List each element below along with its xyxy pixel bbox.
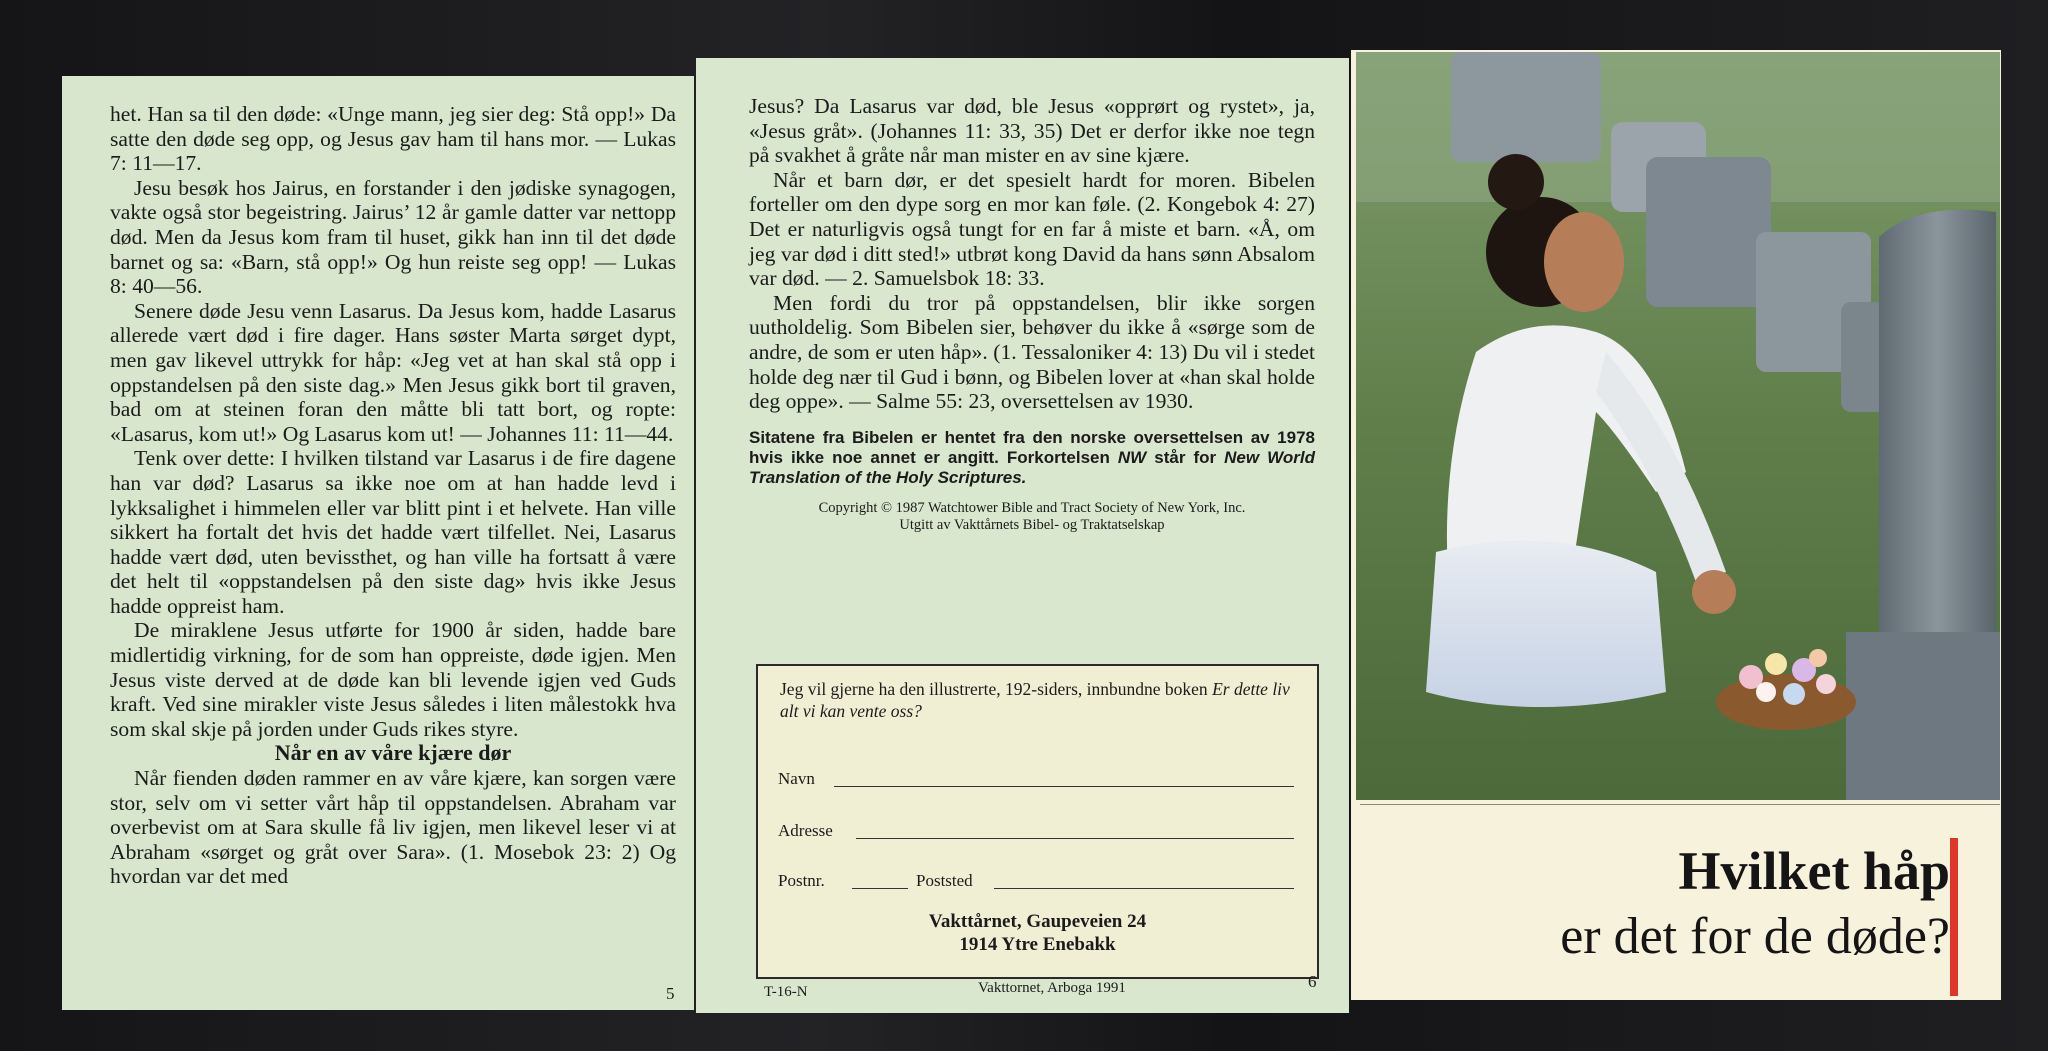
- paragraph: Når fienden døden rammer en av våre kjære, kan sorgen være stor, selv om vi setter vårt håp til oppstandelsen. Abraham var overbevist om at Sara skulle få liv igjen, men likevel leser vi at Abraham «sørget og gråt over Sara». (1. Mosebok 23: 2) Og hvordan var det med: [110, 766, 676, 889]
- translation-note: Sitatene fra Bibelen er hentet fra den norske oversettelsen av 1978 hvis ikke noe annet er angitt. Forkortelsen NW står for New World Translation of the Holy Scriptures.: [749, 427, 1315, 487]
- return-address-line2: 1914 Ytre Enebakk: [959, 934, 1116, 955]
- copyright-notice: Copyright © 1987 Watchtower Bible and Tract Society of New York, Inc. Utgitt av Vakttårnets Bibel- og Traktatselskap: [818, 499, 1246, 533]
- section-heading: Når en av våre kjære dør: [274, 740, 512, 766]
- paragraph: De miraklene Jesus utførte for 1900 år siden, hadde bare midlertidig virkning, for de som han oppreiste, døde igjen. Men Jesus viste derved at de døde kan bli levende igjen ved Guds kraft. Ved sine mirakler viste Jesus således i liten målestokk hva som skal skje på jorden under Guds rikes styre.: [110, 618, 676, 741]
- paragraph: Jesu besøk hos Jairus, en forstander i den jødiske synagogen, vakte også stor begeistring. Jairus’ 12 år gamle datter var nettopp død. Men da Jesus kom fram til huset, gikk han inn til det døde barnet og sa: «Barn, stå opp!» Og hun reiste seg opp! — Lukas 8: 40—56.: [110, 175, 676, 299]
- page-number: 6: [1308, 972, 1317, 991]
- address-label: Adresse: [778, 821, 833, 840]
- paragraph: Senere døde Jesu venn Lasarus. Da Jesus kom, hadde Lasarus allerede vært død i fire dager. Hans søster Marta sørget dypt, men gav likevel uttrykk for håp: «Jeg vet at han skal stå opp i oppstandelsen på den siste dag.» Men Jesus gikk bort til graven, bad om at steinen foran den måtte bli tatt bort, og ropte: «Lasarus, kom ut!» Og Lasarus kom ut! — Johannes 11: 11—44.: [110, 298, 676, 446]
- middle-text-column: [749, 94, 1315, 534]
- name-label: Navn: [778, 769, 815, 788]
- paragraph: Når et barn dør, er det spesielt hardt for moren. Bibelen forteller om den dype sorg en mor kan føle. (2. Kongebok 4: 27) Det er naturligvis også tungt for en far å miste et barn. «Å, om jeg var død i ditt sted!» utbrøt kong David da hans sønn Absalom var død. — 2. Samuelsbok 18: 33.: [749, 167, 1315, 291]
- cover-title-line2: er det for de døde?: [1560, 908, 1950, 965]
- paragraph: Men fordi du tror på oppstandelsen, blir ikke sorgen uutholdelig. Som Bibelen sier, behøver du ikke å «sørge som de andre, de som er uten håp». (1. Tessaloniker 4: 13) Du vil i stedet holde deg nær til Gud i bønn, og Bibelen lover at «han skal holde deg oppe». — Salme 55: 23, oversettelsen av 1930.: [749, 290, 1315, 414]
- cover-title-line1: Hvilket håp: [1678, 841, 1950, 901]
- page-middle: [696, 58, 1349, 1013]
- coupon-intro: Jeg vil gjerne ha den illustrerte, 192-siders, innbundne boken Er dette liv alt vi kan vente oss?: [780, 679, 1290, 721]
- name-field[interactable]: [834, 786, 1294, 787]
- postnr-field[interactable]: [852, 888, 908, 889]
- postnr-label: Postnr.: [778, 871, 825, 890]
- footer-printer: Vakttornet, Arboga 1991: [978, 980, 1126, 996]
- girl-at-grave-illustration: [1356, 52, 2000, 800]
- paragraph: Tenk over dette: I hvilken tilstand var Lasarus i de fire dagene han var død? Lasarus sa ikke noe om at han hadde levd i lykksalighet i himmelen eller var blitt pint i et helvete. Han ville sikkert ha fortalt det hvis det hadde vært tilfellet. Nei, Lasarus hadde vært død, uten bevissthet, og han ville ha fortsatt å være det helt til «oppstandelsen på den siste dag» hvis ikke Jesus hadde oppreist ham.: [110, 446, 676, 618]
- order-coupon: [756, 664, 1319, 979]
- address-field[interactable]: [856, 838, 1294, 839]
- footer-code: T-16-N: [764, 984, 808, 1000]
- poststed-label: Poststed: [916, 871, 973, 890]
- page-number: 5: [666, 984, 675, 1003]
- cemetery-photo: [1356, 52, 2000, 800]
- cover-divider: [1360, 804, 2000, 805]
- paragraph: het. Han sa til den døde: «Unge mann, jeg sier deg: Stå opp!» Da satte den døde seg opp, og Jesus gav ham til hans mor. — Lukas 7: 11—17.: [110, 102, 676, 176]
- red-accent-bar: [1950, 838, 1958, 996]
- return-address-line1: Vakttårnet, Gaupeveien 24: [928, 911, 1147, 932]
- left-text-column: [110, 102, 676, 889]
- page-left: [62, 76, 694, 1010]
- paragraph: Jesus? Da Lasarus var død, ble Jesus «opprørt og rystet», ja, «Jesus gråt». (Johannes 11: 33, 35) Det er derfor ikke noe tegn på svakhet å gråte når man mister en av sine kjære.: [749, 94, 1315, 168]
- poststed-field[interactable]: [994, 888, 1294, 889]
